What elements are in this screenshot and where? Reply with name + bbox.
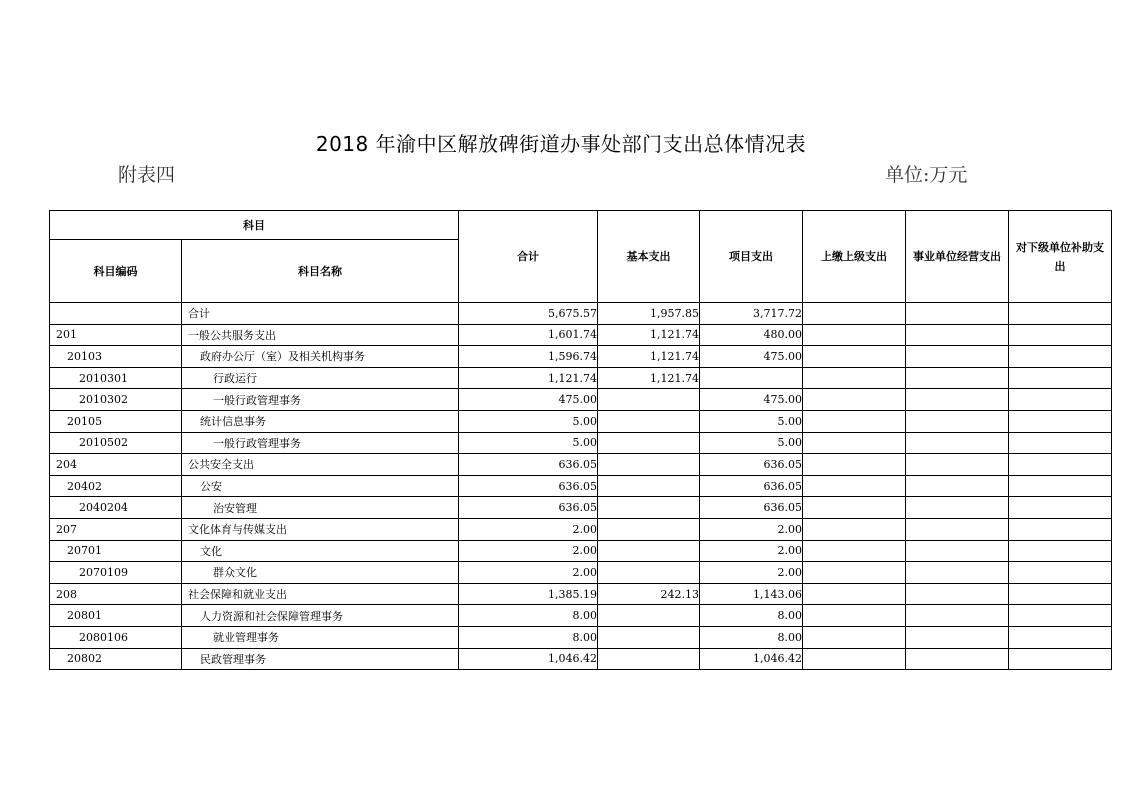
cell-basic [598, 626, 700, 648]
cell-lower [1009, 518, 1112, 540]
cell-name: 文化体育与传媒支出 [182, 518, 459, 540]
cell-lower [1009, 497, 1112, 519]
cell-lower [1009, 432, 1112, 454]
cell-business [906, 648, 1009, 670]
cell-business [906, 367, 1009, 389]
cell-name: 统计信息事务 [182, 410, 459, 432]
cell-business [906, 518, 1009, 540]
cell-total: 5.00 [459, 432, 598, 454]
cell-name: 一般行政管理事务 [182, 389, 459, 411]
cell-upper [803, 605, 906, 627]
cell-code: 20103 [50, 346, 182, 368]
header-project: 项目支出 [700, 211, 803, 303]
cell-upper [803, 346, 906, 368]
cell-business [906, 389, 1009, 411]
cell-name: 公安 [182, 475, 459, 497]
cell-business [906, 454, 1009, 476]
cell-basic [598, 475, 700, 497]
cell-upper [803, 324, 906, 346]
cell-upper [803, 303, 906, 325]
cell-project: 475.00 [700, 389, 803, 411]
cell-basic [598, 497, 700, 519]
cell-name: 行政运行 [182, 367, 459, 389]
cell-name: 民政管理事务 [182, 648, 459, 670]
cell-project: 2.00 [700, 518, 803, 540]
cell-lower [1009, 540, 1112, 562]
header-code: 科目编码 [50, 240, 182, 303]
header-subject: 科目 [50, 211, 459, 240]
page-title: 2018 年渝中区解放碑街道办事处部门支出总体情况表 [315, 132, 807, 156]
cell-code: 208 [50, 583, 182, 605]
cell-basic [598, 454, 700, 476]
cell-total: 8.00 [459, 626, 598, 648]
table-row [50, 410, 1112, 432]
cell-business [906, 497, 1009, 519]
header-lower: 对下级单位补助支出 [1009, 211, 1112, 303]
cell-lower [1009, 367, 1112, 389]
cell-lower [1009, 562, 1112, 584]
cell-lower [1009, 605, 1112, 627]
cell-name: 一般公共服务支出 [182, 324, 459, 346]
cell-total: 1,121.74 [459, 367, 598, 389]
table-row [50, 475, 1112, 497]
cell-name: 合计 [182, 303, 459, 325]
cell-total: 2.00 [459, 540, 598, 562]
cell-basic [598, 605, 700, 627]
cell-total: 1,046.42 [459, 648, 598, 670]
table-row [50, 497, 1112, 519]
cell-project: 2.00 [700, 562, 803, 584]
cell-business [906, 346, 1009, 368]
cell-upper [803, 648, 906, 670]
cell-total: 636.05 [459, 475, 598, 497]
header-upper: 上缴上级支出 [803, 211, 906, 303]
cell-total: 5.00 [459, 410, 598, 432]
cell-code: 2080106 [50, 626, 182, 648]
cell-total: 2.00 [459, 562, 598, 584]
cell-business [906, 626, 1009, 648]
cell-name: 群众文化 [182, 562, 459, 584]
cell-upper [803, 475, 906, 497]
cell-basic: 1,957.85 [598, 303, 700, 325]
cell-project: 1,046.42 [700, 648, 803, 670]
cell-code: 204 [50, 454, 182, 476]
header-total: 合计 [459, 211, 598, 303]
cell-name: 人力资源和社会保障管理事务 [182, 605, 459, 627]
cell-upper [803, 454, 906, 476]
cell-total: 5,675.57 [459, 303, 598, 325]
cell-project: 3,717.72 [700, 303, 803, 325]
table-row [50, 389, 1112, 411]
table-row [50, 324, 1112, 346]
unit-label: 单位:万元 [885, 164, 968, 186]
cell-business [906, 562, 1009, 584]
cell-total: 1,385.19 [459, 583, 598, 605]
cell-upper [803, 497, 906, 519]
cell-basic [598, 432, 700, 454]
cell-total: 475.00 [459, 389, 598, 411]
cell-name: 政府办公厅（室）及相关机构事务 [182, 346, 459, 368]
cell-project: 2.00 [700, 540, 803, 562]
cell-code [50, 303, 182, 325]
cell-upper [803, 518, 906, 540]
cell-basic: 242.13 [598, 583, 700, 605]
table-row [50, 367, 1112, 389]
cell-total: 8.00 [459, 605, 598, 627]
cell-upper [803, 626, 906, 648]
cell-upper [803, 540, 906, 562]
cell-project: 8.00 [700, 605, 803, 627]
cell-lower [1009, 410, 1112, 432]
cell-name: 社会保障和就业支出 [182, 583, 459, 605]
cell-project [700, 367, 803, 389]
cell-business [906, 410, 1009, 432]
cell-code: 20105 [50, 410, 182, 432]
cell-code: 2070109 [50, 562, 182, 584]
cell-basic [598, 562, 700, 584]
cell-upper [803, 389, 906, 411]
table-row [50, 626, 1112, 648]
cell-code: 20802 [50, 648, 182, 670]
table-row [50, 346, 1112, 368]
cell-basic: 1,121.74 [598, 367, 700, 389]
header-basic: 基本支出 [598, 211, 700, 303]
cell-upper [803, 432, 906, 454]
cell-total: 2.00 [459, 518, 598, 540]
table-row [50, 518, 1112, 540]
cell-code: 201 [50, 324, 182, 346]
table-row [50, 454, 1112, 476]
cell-project: 8.00 [700, 626, 803, 648]
cell-name: 一般行政管理事务 [182, 432, 459, 454]
cell-upper [803, 583, 906, 605]
cell-project: 5.00 [700, 432, 803, 454]
cell-lower [1009, 454, 1112, 476]
cell-name: 治安管理 [182, 497, 459, 519]
cell-lower [1009, 389, 1112, 411]
cell-code: 2040204 [50, 497, 182, 519]
cell-business [906, 432, 1009, 454]
table-row [50, 432, 1112, 454]
cell-name: 文化 [182, 540, 459, 562]
cell-basic [598, 540, 700, 562]
cell-basic [598, 648, 700, 670]
appendix-label: 附表四 [118, 164, 176, 186]
cell-business [906, 605, 1009, 627]
expenditure-table [49, 210, 1112, 670]
cell-name: 就业管理事务 [182, 626, 459, 648]
cell-project: 475.00 [700, 346, 803, 368]
cell-code: 20701 [50, 540, 182, 562]
cell-total: 1,596.74 [459, 346, 598, 368]
table-row [50, 562, 1112, 584]
cell-business [906, 303, 1009, 325]
cell-project: 636.05 [700, 475, 803, 497]
cell-business [906, 475, 1009, 497]
cell-code: 20402 [50, 475, 182, 497]
cell-total: 1,601.74 [459, 324, 598, 346]
cell-lower [1009, 303, 1112, 325]
cell-basic [598, 389, 700, 411]
table-row [50, 540, 1112, 562]
cell-lower [1009, 475, 1112, 497]
cell-business [906, 583, 1009, 605]
cell-project: 636.05 [700, 454, 803, 476]
cell-basic: 1,121.74 [598, 324, 700, 346]
cell-project: 636.05 [700, 497, 803, 519]
cell-total: 636.05 [459, 454, 598, 476]
header-name: 科目名称 [182, 240, 459, 303]
cell-basic [598, 518, 700, 540]
cell-upper [803, 367, 906, 389]
header-business: 事业单位经营支出 [906, 211, 1009, 303]
cell-lower [1009, 346, 1112, 368]
cell-basic: 1,121.74 [598, 346, 700, 368]
cell-project: 5.00 [700, 410, 803, 432]
cell-lower [1009, 583, 1112, 605]
table-row [50, 648, 1112, 670]
cell-business [906, 324, 1009, 346]
cell-project: 480.00 [700, 324, 803, 346]
cell-code: 2010502 [50, 432, 182, 454]
table-row [50, 583, 1112, 605]
cell-upper [803, 410, 906, 432]
cell-total: 636.05 [459, 497, 598, 519]
cell-upper [803, 562, 906, 584]
cell-name: 公共安全支出 [182, 454, 459, 476]
table-row [50, 605, 1112, 627]
cell-code: 207 [50, 518, 182, 540]
cell-lower [1009, 626, 1112, 648]
cell-business [906, 540, 1009, 562]
cell-lower [1009, 324, 1112, 346]
cell-code: 2010301 [50, 367, 182, 389]
cell-basic [598, 410, 700, 432]
cell-code: 2010302 [50, 389, 182, 411]
cell-code: 20801 [50, 605, 182, 627]
cell-project: 1,143.06 [700, 583, 803, 605]
table-row [50, 303, 1112, 325]
cell-lower [1009, 648, 1112, 670]
